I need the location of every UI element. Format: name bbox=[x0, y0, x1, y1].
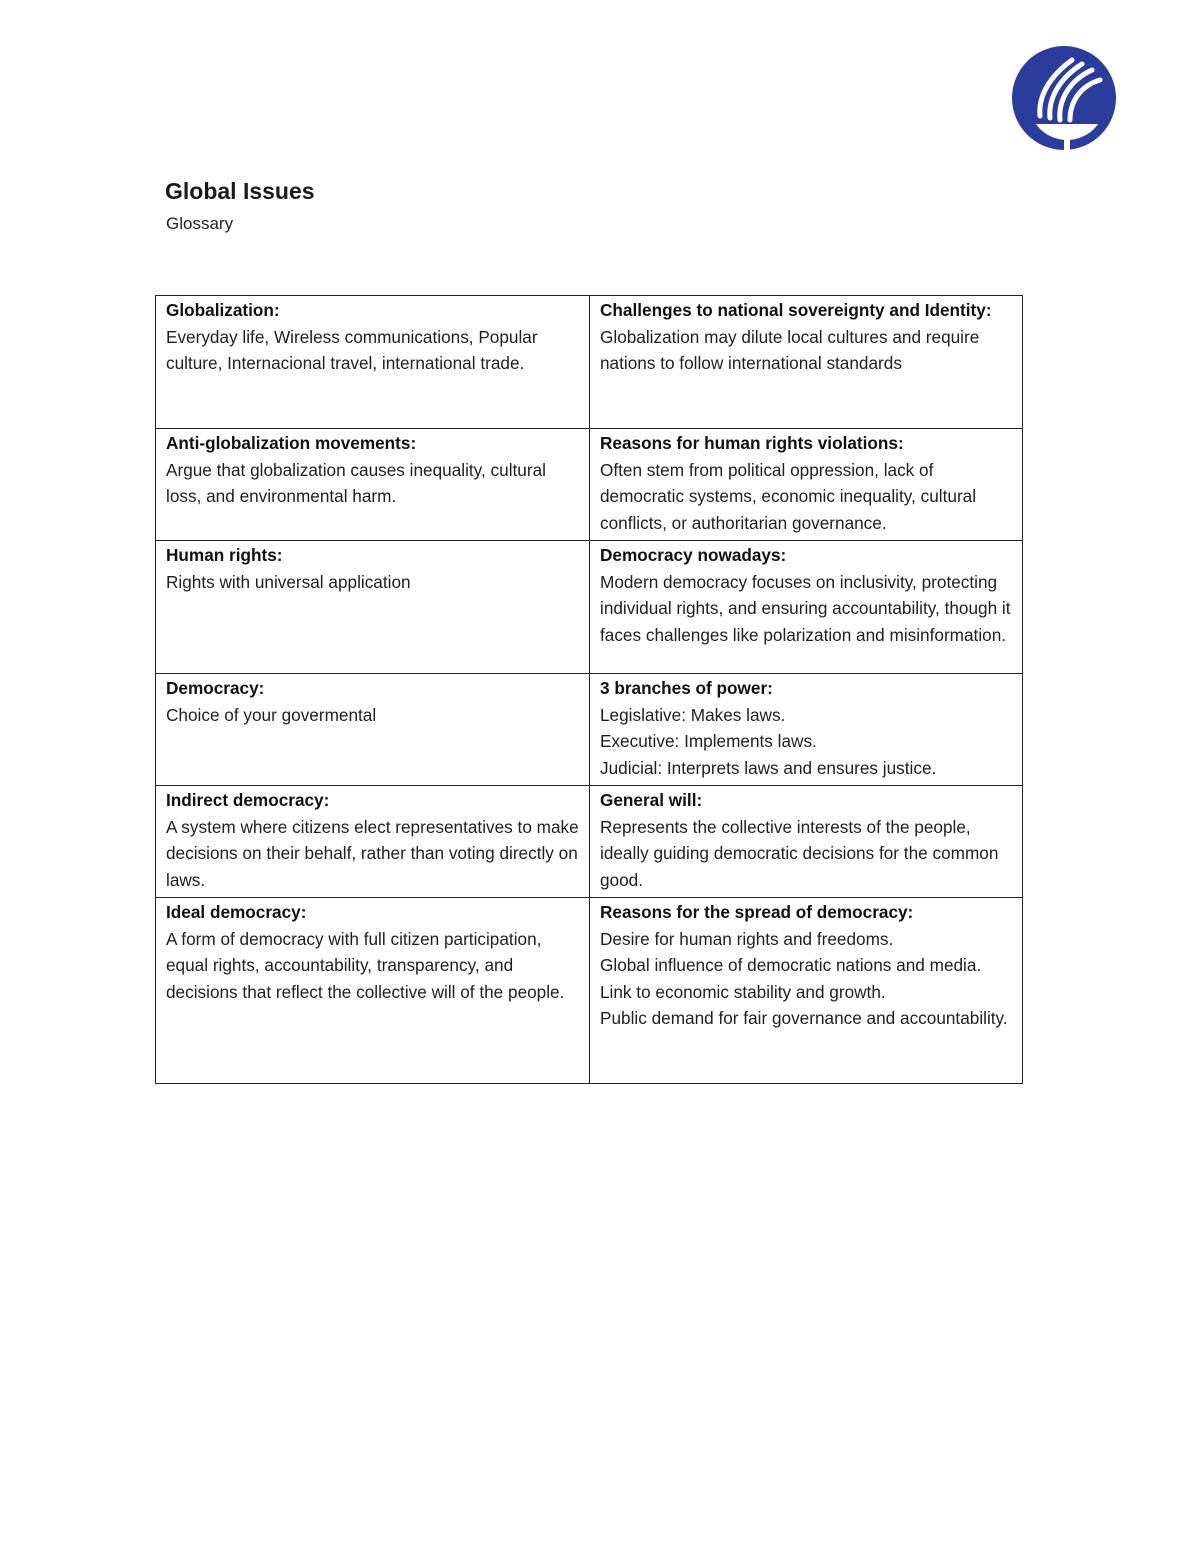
glossary-cell bbox=[156, 541, 590, 674]
table-row bbox=[156, 674, 1023, 786]
glossary-cell bbox=[156, 786, 590, 898]
glossary-term: Globalization: bbox=[166, 300, 280, 320]
glossary-definition: Often stem from political oppression, lack of democratic systems, economic inequality, cultural conflicts, or authoritarian governance. bbox=[600, 459, 977, 533]
glossary-table bbox=[155, 295, 1023, 1084]
glossary-line: Legislative: Makes laws. bbox=[600, 704, 786, 725]
table-row bbox=[156, 541, 1023, 674]
university-logo-icon bbox=[1010, 46, 1118, 156]
glossary-definition: A form of democracy with full citizen participation, equal rights, accountability, transparency, and decisions that reflect the collective will of the people. bbox=[166, 928, 565, 1002]
glossary-line: Judicial: Interprets laws and ensures justice. bbox=[600, 757, 937, 778]
glossary-line: Desire for human rights and freedoms. bbox=[600, 928, 894, 949]
glossary-line: Link to economic stability and growth. bbox=[600, 981, 886, 1002]
glossary-cell bbox=[156, 296, 590, 429]
glossary-line: Public demand for fair governance and accountability. bbox=[600, 1008, 1008, 1028]
table-row bbox=[156, 429, 1023, 541]
glossary-definition: Choice of your govermental bbox=[166, 704, 377, 725]
document-title: Global Issues bbox=[165, 178, 315, 204]
glossary-definition: A system where citizens elect representatives to make decisions on their behalf, rather than voting directly on laws. bbox=[166, 816, 579, 890]
glossary-term: Reasons for the spread of democracy: bbox=[600, 902, 914, 922]
glossary-cell bbox=[590, 296, 1023, 429]
table-row bbox=[156, 786, 1023, 898]
glossary-cell bbox=[156, 674, 590, 786]
glossary-term: Democracy: bbox=[166, 678, 265, 698]
glossary-cell bbox=[590, 898, 1023, 1084]
glossary-cell bbox=[590, 786, 1023, 898]
glossary-cell bbox=[590, 429, 1023, 541]
glossary-definition: Argue that globalization causes inequality, cultural loss, and environmental harm. bbox=[166, 459, 546, 506]
glossary-cell bbox=[590, 674, 1023, 786]
document-subtitle: Glossary bbox=[166, 214, 234, 233]
table-row bbox=[156, 898, 1023, 1084]
glossary-definition: Globalization may dilute local cultures and require nations to follow international standards bbox=[600, 326, 980, 373]
glossary-cell bbox=[156, 898, 590, 1084]
glossary-line: Executive: Implements laws. bbox=[600, 731, 817, 751]
glossary-term: Ideal democracy: bbox=[166, 902, 307, 922]
table-row bbox=[156, 296, 1023, 429]
glossary-term: General will: bbox=[600, 790, 703, 810]
glossary-cell bbox=[590, 541, 1023, 674]
glossary-definition: Everyday life, Wireless communications, Popular culture, Internacional travel, international trade. bbox=[166, 326, 538, 373]
glossary-term: Human rights: bbox=[166, 545, 283, 565]
glossary-term: 3 branches of power: bbox=[600, 678, 773, 698]
glossary-term: Challenges to national sovereignty and Identity: bbox=[600, 300, 992, 320]
glossary-term: Democracy nowadays: bbox=[600, 545, 787, 565]
glossary-term: Reasons for human rights violations: bbox=[600, 433, 904, 453]
glossary-line: Global influence of democratic nations and media. bbox=[600, 955, 982, 975]
glossary-definition: Modern democracy focuses on inclusivity, protecting individual rights, and ensuring accountability, though it faces challenges like polarization and misinformation. bbox=[600, 571, 1011, 645]
glossary-cell bbox=[156, 429, 590, 541]
glossary-definition: Rights with universal application bbox=[166, 571, 411, 592]
glossary-term: Anti-globalization movements: bbox=[166, 433, 417, 453]
glossary-definition: Represents the collective interests of the people, ideally guiding democratic decisions for the common good. bbox=[600, 816, 999, 890]
glossary-term: Indirect democracy: bbox=[166, 790, 330, 810]
